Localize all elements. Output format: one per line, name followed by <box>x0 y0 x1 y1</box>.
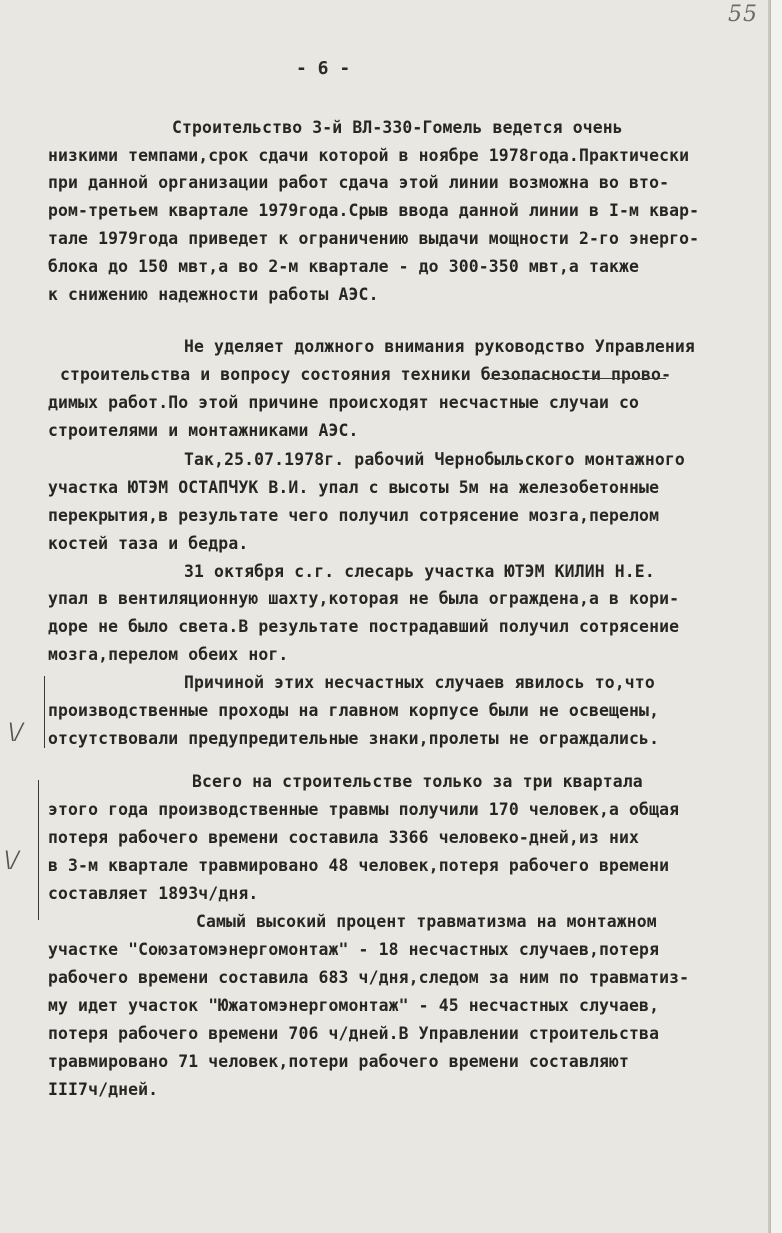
text-line: строительства и вопросу состояния техники безопасности прово- <box>60 365 672 384</box>
margin-bracket <box>44 676 45 748</box>
text-line: мозга,перелом обеих ног. <box>48 645 289 664</box>
text-line: Так,25.07.1978г. рабочий Чернобыльского монтажного <box>184 450 685 469</box>
text-line: перекрытия,в результате чего получил сотрясение мозга,перелом <box>48 506 660 525</box>
text-line: димых работ.По этой причине происходят несчастные случаи со <box>48 393 640 412</box>
text-line: рабочего времени составила 683 ч/дня,следом за ним по травматиз- <box>48 968 690 987</box>
text-line: к снижению надежности работы АЭС. <box>48 285 379 304</box>
archive-number: 55 <box>728 2 758 27</box>
text-line: потеря рабочего времени составила 3366 человеко-дней,из них <box>48 828 640 847</box>
text-line: Причиной этих несчастных случаев явилось то,что <box>184 673 655 692</box>
handwritten-underline <box>490 378 666 379</box>
page-number: - 6 - <box>296 58 351 79</box>
text-line: отсутствовали предупредительные знаки,пролеты не ограждались. <box>48 729 660 748</box>
text-line: составляет 1893ч/дня. <box>48 884 259 903</box>
text-line: 31 октября с.г. слесарь участка ЮТЭМ КИЛИН Н.Е. <box>184 562 655 581</box>
text-line: тале 1979года приведет к ограничению выдачи мощности 2-го энерго- <box>48 229 700 248</box>
text-line: костей таза и бедра. <box>48 534 249 553</box>
text-line: в 3-м квартале травмировано 48 человек,потеря рабочего времени <box>48 856 670 875</box>
text-line: доре не было света.В результате пострадавший получил сотрясение <box>48 617 680 636</box>
text-line: низкими темпами,срок сдачи которой в ноябре 1978года.Практически <box>48 146 690 165</box>
text-line: травмировано 71 человек,потери рабочего времени составляют <box>48 1052 630 1071</box>
text-line: ром-третьем квартале 1979года.Срыв ввода данной линии в I-м квар- <box>48 201 700 220</box>
text-line: участка ЮТЭМ ОСТАПЧУК В.И. упал с высоты 5м на железобетонные <box>48 478 660 497</box>
text-line: упал в вентиляционную шахту,которая не была ограждена,а в кори- <box>48 589 680 608</box>
text-line: Строительство 3-й ВЛ-330-Гомель ведется очень <box>172 118 623 137</box>
margin-check-mark: \/ <box>8 720 23 745</box>
text-line: этого года производственные травмы получили 170 человек,а общая <box>48 800 680 819</box>
text-line: при данной организации работ сдача этой линии возможна во вто- <box>48 173 670 192</box>
margin-check-mark: \/ <box>4 848 19 873</box>
text-line: му идет участок "Южатомэнергомонтаж" - 45 несчастных случаев, <box>48 996 660 1015</box>
text-line: Всего на строительстве только за три квартала <box>192 772 643 791</box>
text-line: строителями и монтажниками АЭС. <box>48 421 359 440</box>
margin-bracket <box>38 780 39 920</box>
text-line: производственные проходы на главном корпусе были не освещены, <box>48 701 660 720</box>
text-line: Самый высокий процент травматизма на монтажном <box>196 912 657 931</box>
text-line: потеря рабочего времени 706 ч/дней.В Управлении строительства <box>48 1024 660 1043</box>
text-line: III7ч/дней. <box>48 1080 159 1099</box>
text-line: Не уделяет должного внимания руководство Управления <box>184 337 695 356</box>
text-line: участке "Союзатомэнергомонтаж" - 18 несчастных случаев,потеря <box>48 940 660 959</box>
text-line: блока до 150 мвт,а во 2-м квартале - до 300-350 мвт,а также <box>48 257 640 276</box>
page-edge <box>770 0 782 1233</box>
